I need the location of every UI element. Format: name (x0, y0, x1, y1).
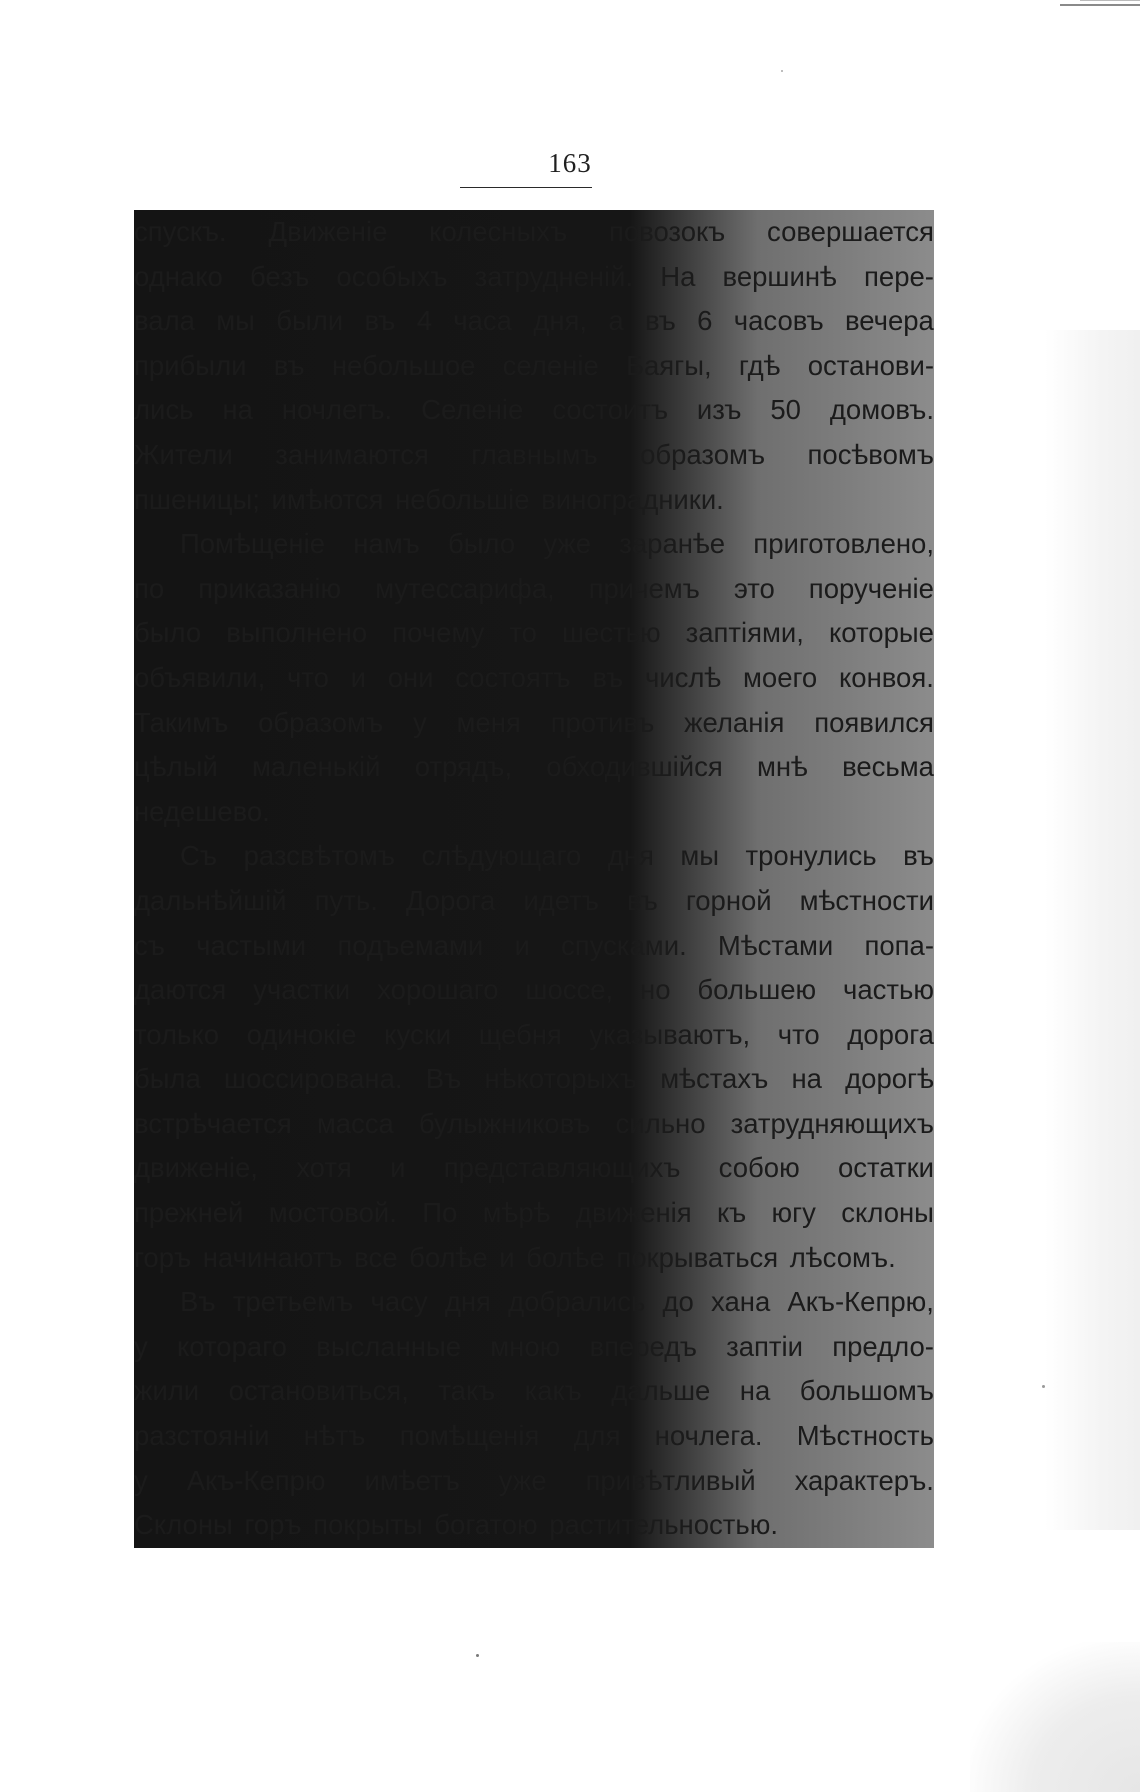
text-line: лись на ночлегъ. Селеніе состоитъ изъ 50 домовъ. (134, 388, 934, 433)
text-line: пшеницы; имѣются небольшіе виноградники. (134, 478, 934, 523)
paragraph (134, 834, 934, 1280)
text-line: жили остановиться, такъ какъ дальше на большомъ (134, 1369, 934, 1414)
paragraph (134, 1280, 934, 1548)
text-line: было выполнено почему то шестью заптіями, которые (134, 611, 934, 656)
text-line: дальнѣйшій путь. Дорога идетъ въ горной мѣстности (134, 879, 934, 924)
page-header (0, 148, 1140, 179)
text-line: разстояніи нѣтъ помѣщенія для ночлега. Мѣстность (134, 1414, 934, 1459)
text-line: недешево. (134, 790, 934, 835)
text-line: горъ начинаютъ все болѣе и болѣе покрываться лѣсомъ. (134, 1236, 934, 1281)
text-line: Въ третьемъ часу дня добрались до хана Акъ-Кепрю, (134, 1280, 934, 1325)
text-line: у котораго высланные мною впередъ заптіи предло- (134, 1325, 934, 1370)
paragraph (134, 522, 934, 834)
text-line: у Акъ-Кепрю имѣетъ уже привѣтливый характеръ. (134, 1459, 934, 1504)
text-line: цѣлый маленькій отрядъ, обходившійся мнѣ весьма (134, 745, 934, 790)
scan-speck (1042, 1385, 1045, 1388)
text-line: была шоссирована. Въ нѣкоторыхъ мѣстахъ на дорогѣ (134, 1057, 934, 1102)
text-line: Помѣщеніе намъ было уже заранѣе приготовлено, (134, 522, 934, 567)
text-line: встрѣчается масса булыжниковъ сильно затрудняющихъ (134, 1102, 934, 1147)
text-line: только одинокіе куски щебня указываютъ, что дорога (134, 1013, 934, 1058)
scan-shadow-right (1045, 330, 1140, 1530)
scan-speck (781, 70, 783, 72)
text-line: Такимъ образомъ у меня противъ желанія появился (134, 701, 934, 746)
text-line: объявили, что и они состоятъ въ числѣ моего конвоя. (134, 656, 934, 701)
body-text (134, 210, 934, 1548)
header-rule (460, 187, 592, 188)
scan-shadow-corner (970, 1642, 1140, 1792)
text-line: спускъ. Движеніе колесныхъ повозокъ совершается (134, 210, 934, 255)
text-line: прежней мостовой. По мѣрѣ движенія къ югу склоны (134, 1191, 934, 1236)
scan-artifact-line (1060, 4, 1140, 6)
text-line: даются участки хорошаго шоссе, но большею частью (134, 968, 934, 1013)
text-line: прибыли въ небольшое селеніе Баягы, гдѣ останови- (134, 344, 934, 389)
text-line: съ частыми подъемами и спусками. Мѣстами попа- (134, 924, 934, 969)
text-line: вала мы были въ 4 часа дня, а въ 6 часовъ вечера (134, 299, 934, 344)
text-line: по приказанію мутессарифа, причемъ это порученіе (134, 567, 934, 612)
text-line: Склоны горъ покрыты богатою растительностью. (134, 1503, 934, 1548)
scan-speck (476, 1654, 479, 1657)
text-line: движеніе, хотя и представляющихъ собою остатки (134, 1146, 934, 1191)
text-line: Съ разсвѣтомъ слѣдующаго дня мы тронулись въ (134, 834, 934, 879)
text-line: Жители занимаются главнымъ образомъ посѣвомъ (134, 433, 934, 478)
text-line: однако безъ особыхъ затрудненій. На вершинѣ пере- (134, 255, 934, 300)
paragraph (134, 210, 934, 522)
scan-artifact-line-2 (1080, 0, 1140, 1)
page-number: 163 (548, 148, 592, 178)
